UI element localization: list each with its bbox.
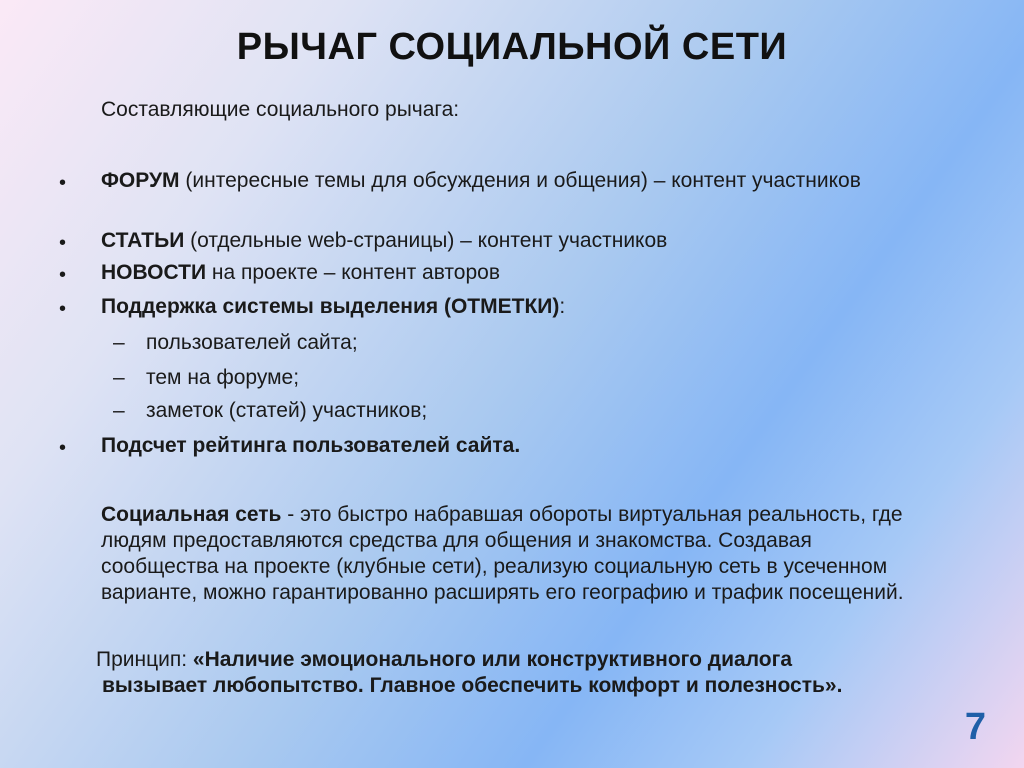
list-item-text: на проекте – контент авторов xyxy=(206,261,500,284)
list-item-bold: СТАТЬИ xyxy=(101,229,185,252)
principle-line-2: вызывает любопытство. Главное обеспечить комфорт и полезность». xyxy=(102,674,843,697)
page-number: 7 xyxy=(964,706,986,748)
list-item-bold: ФОРУМ xyxy=(101,169,180,192)
paragraph-bold: Социальная сеть xyxy=(101,503,282,526)
principle-label: Принцип: xyxy=(96,648,193,671)
slide-title: РЫЧАГ СОЦИАЛЬНОЙ СЕТИ xyxy=(236,26,788,68)
bullet-marker: • xyxy=(59,264,67,286)
bullet-marker: • xyxy=(59,232,67,254)
dash-marker: – xyxy=(113,366,125,389)
list-item-rating xyxy=(101,433,861,459)
social-network-paragraph xyxy=(101,502,921,606)
list-item-articles xyxy=(101,228,861,254)
list-item-bold: Подсчет рейтинга пользователей сайта. xyxy=(101,434,521,457)
dash-marker: – xyxy=(113,399,125,422)
list-item-news xyxy=(101,260,861,286)
principle-line-1: «Наличие эмоционального или конструктивного диалога xyxy=(192,648,793,671)
intro-text: Составляющие социального рычага: xyxy=(101,98,460,121)
list-item-forum xyxy=(101,168,861,194)
sub-item: тем на форуме; xyxy=(146,366,300,389)
sub-item: пользователей сайта; xyxy=(146,331,358,354)
list-item-text: (интересные темы для обсуждения и общения) – контент участников xyxy=(179,169,861,192)
list-item-highlight-support xyxy=(101,294,861,320)
paragraph-text: - это быстро набравшая обороты виртуальная реальность, где людям предоставляются средства для общения и знакомства. Создавая сообщества на проекте (клубные сети), реализую социальную сеть в усеченном варианте, можно гарантированно расширять его географию и трафик посещений. xyxy=(101,503,904,604)
list-item-text: (отдельные web-страницы) – контент участников xyxy=(184,229,668,252)
sub-item: заметок (статей) участников; xyxy=(146,399,428,422)
bullet-marker: • xyxy=(59,437,67,459)
list-item-bold: НОВОСТИ xyxy=(101,261,207,284)
bullet-marker: • xyxy=(59,172,67,194)
bullet-marker: • xyxy=(59,298,67,320)
principle-block xyxy=(96,647,996,699)
dash-marker: – xyxy=(113,331,125,354)
list-item-bold: Поддержка системы выделения (ОТМЕТКИ) xyxy=(101,295,560,318)
list-item-text: : xyxy=(559,295,566,318)
